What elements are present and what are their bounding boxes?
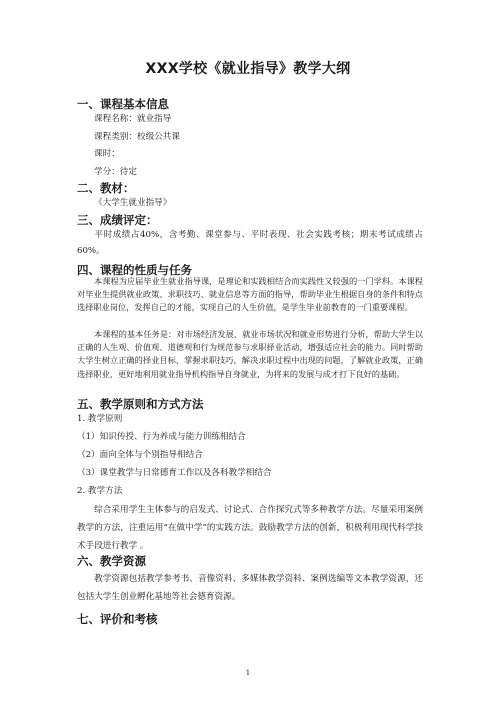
section-1-heading: 一、课程基本信息 bbox=[77, 97, 169, 111]
course-hours-line: 课时： bbox=[94, 149, 120, 159]
teaching-methods-subheading: 2. 教学方法 bbox=[77, 486, 123, 496]
teaching-methods-paragraph: 综合采用学生主体参与的启发式、讨论式、合作探究式等多种教学方法。尽量采用案例教学的方法，注重运用“在做中学”的实践方法。鼓励教学方法的创新，积极利用现代科学技术手段进行教学 。 bbox=[77, 505, 423, 551]
course-name-line: 课程名称：就业指导 bbox=[94, 114, 172, 124]
course-category-line: 课程类别：校级公共课 bbox=[94, 132, 180, 142]
principle-item-3: （3）课堂教学与日常德育工作以及各科教学相结合 bbox=[77, 468, 272, 478]
course-task-paragraph: 本课程的基本任务是：对市场经济发展、就业市场状况和就业形势进行分析，帮助大学生以正确的人生观、价值观、道德观和行为规范参与求职择业活动，增强适应社会的能力。同时帮助大学生树立正确的择业目标，掌握求职技巧，解决求职过程中出现的问题，了解就业政策，正确选择职业，更好地利用就业指导机构指导自身就业，为将来的发展与成才打下良好的基础。 bbox=[77, 329, 423, 379]
document-title: XXX学校《就业指导》教学大纲 bbox=[145, 61, 351, 77]
grading-paragraph: 平时成绩占40%，含考勤、课堂参与、平时表现、社会实践考核；期末考试成绩占60%。 bbox=[77, 230, 423, 256]
teaching-resources-paragraph: 教学资源包括教学参考书、音像资料、多媒体教学资料、案例选编等文本教学资源，还包括大学生创业孵化基地等社会德育资源。 bbox=[77, 574, 423, 602]
section-6-heading: 六、教学资源 bbox=[77, 554, 146, 568]
course-credits-line: 学分：待定 bbox=[94, 167, 137, 177]
principle-item-1: （1）知识传授、行为养成与能力训练相结合 bbox=[77, 432, 246, 442]
teaching-principles-subheading: 1. 教学原则 bbox=[77, 414, 123, 424]
section-2-heading: 二、教材： bbox=[77, 181, 135, 195]
section-5-heading: 五、教学原则和方式方法 bbox=[77, 397, 204, 411]
textbook-line: 《大学生就业指导》 bbox=[94, 198, 172, 208]
section-3-heading: 三、成绩评定： bbox=[77, 213, 158, 227]
principle-item-2: （2）面向全体与个别指导相结合 bbox=[77, 450, 203, 460]
section-7-heading: 七、评价和考核 bbox=[77, 612, 158, 626]
page-number: 1 bbox=[245, 669, 251, 677]
course-nature-paragraph: 本课程为应届毕业生就业指导课，是理论和实践相结合而实践性又较强的一门学科。本课程对毕业生提供就业政策、求职技巧、就业信息等方面的指导，帮助毕业生根据自身的条件和特点选择职业岗位，发挥自己的才能，实现自己的人生价值，是学生毕业前教育的一门重要课程。 bbox=[77, 276, 423, 313]
section-4-heading: 四、课程的性质与任务 bbox=[77, 263, 192, 277]
